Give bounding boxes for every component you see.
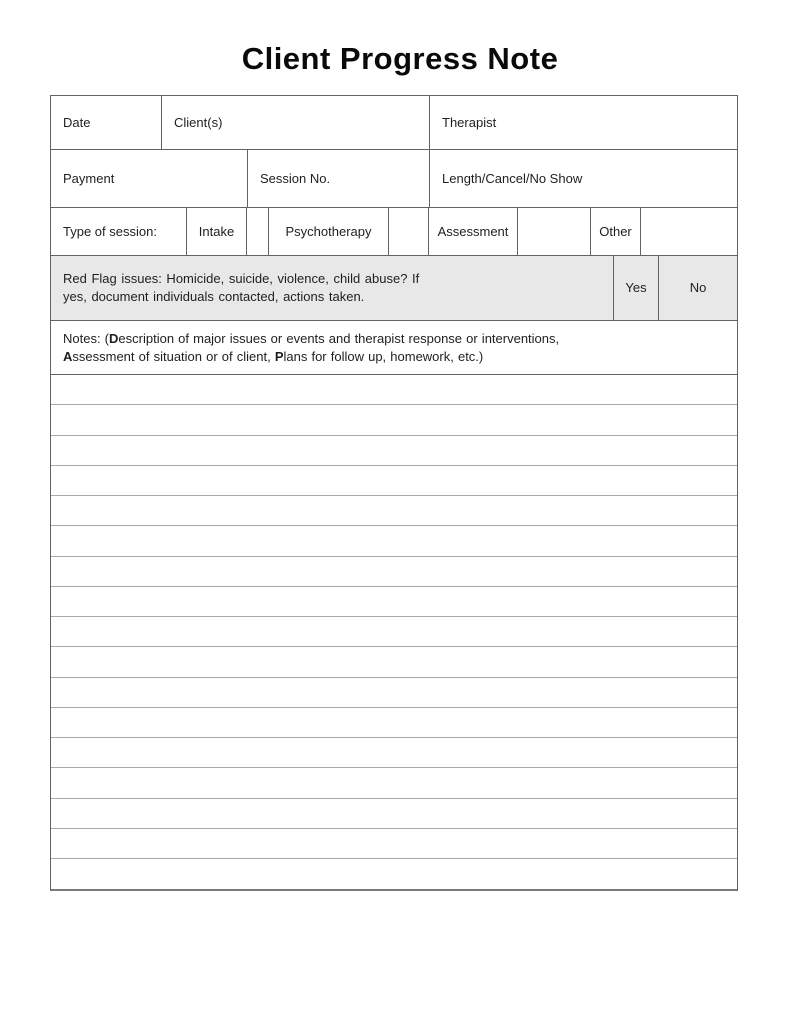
other-label: Other (599, 223, 632, 239)
option-assessment-label (429, 208, 518, 255)
form-row-session-type (51, 208, 737, 256)
form-row-notes-header (51, 321, 737, 375)
progress-note-form (50, 95, 738, 891)
yes-label: Yes (625, 280, 647, 295)
clients-label: Client(s) (174, 114, 223, 130)
payment-label: Payment (63, 170, 115, 186)
session-no-field[interactable] (248, 150, 430, 207)
date-field[interactable] (51, 96, 162, 149)
red-flag-no-cell[interactable] (659, 256, 737, 320)
payment-field[interactable] (51, 150, 248, 207)
intake-mark-cell[interactable] (247, 208, 269, 255)
red-flag-line1: Red Flag issues: Homicide, suicide, violence, child abuse? If (63, 271, 420, 286)
session-type-label: Type of session: (63, 223, 157, 239)
form-row-identity (51, 96, 737, 150)
note-line[interactable] (51, 829, 737, 859)
red-flag-yes-cell[interactable] (614, 256, 659, 320)
therapist-field[interactable] (430, 96, 737, 149)
length-cancel-field[interactable] (430, 150, 737, 207)
note-line[interactable] (51, 859, 737, 889)
note-line[interactable] (51, 768, 737, 798)
option-other-label (591, 208, 641, 255)
note-line[interactable] (51, 557, 737, 587)
red-flag-question (51, 256, 614, 320)
assessment-label: Assessment (437, 223, 509, 239)
notes-line2: Assessment of situation or of client, Plans for follow up, homework, etc.) (63, 348, 484, 364)
option-intake-label (187, 208, 247, 255)
other-mark-cell[interactable] (641, 208, 737, 255)
date-label: Date (63, 114, 91, 130)
therapist-label: Therapist (442, 114, 497, 130)
option-psychotherapy-label (269, 208, 389, 255)
note-line[interactable] (51, 375, 737, 405)
form-row-red-flag (51, 256, 737, 321)
note-line[interactable] (51, 647, 737, 677)
session-no-label: Session No. (260, 170, 331, 186)
form-row-session-info (51, 150, 737, 208)
note-line[interactable] (51, 617, 737, 647)
note-line[interactable] (51, 708, 737, 738)
note-line[interactable] (51, 405, 737, 435)
note-line[interactable] (51, 587, 737, 617)
psychotherapy-mark-cell[interactable] (389, 208, 429, 255)
clients-field[interactable] (162, 96, 430, 149)
note-line[interactable] (51, 738, 737, 768)
assessment-mark-cell[interactable] (518, 208, 591, 255)
notes-instructions (51, 321, 737, 374)
note-line[interactable] (51, 799, 737, 829)
note-line[interactable] (51, 466, 737, 496)
notes-line1: Notes: (Description of major issues or events and therapist response or interventions, (63, 330, 560, 346)
red-flag-line2: yes, document individuals contacted, actions taken. (63, 289, 365, 304)
psychotherapy-label: Psychotherapy (285, 223, 372, 239)
note-line[interactable] (51, 496, 737, 526)
note-line[interactable] (51, 436, 737, 466)
intake-label: Intake (198, 223, 235, 239)
page-title: Client Progress Note (241, 41, 559, 76)
note-line[interactable] (51, 526, 737, 556)
length-cancel-label: Length/Cancel/No Show (442, 170, 583, 186)
no-label: No (689, 280, 707, 295)
session-type-label-cell (51, 208, 187, 255)
note-line[interactable] (51, 678, 737, 708)
